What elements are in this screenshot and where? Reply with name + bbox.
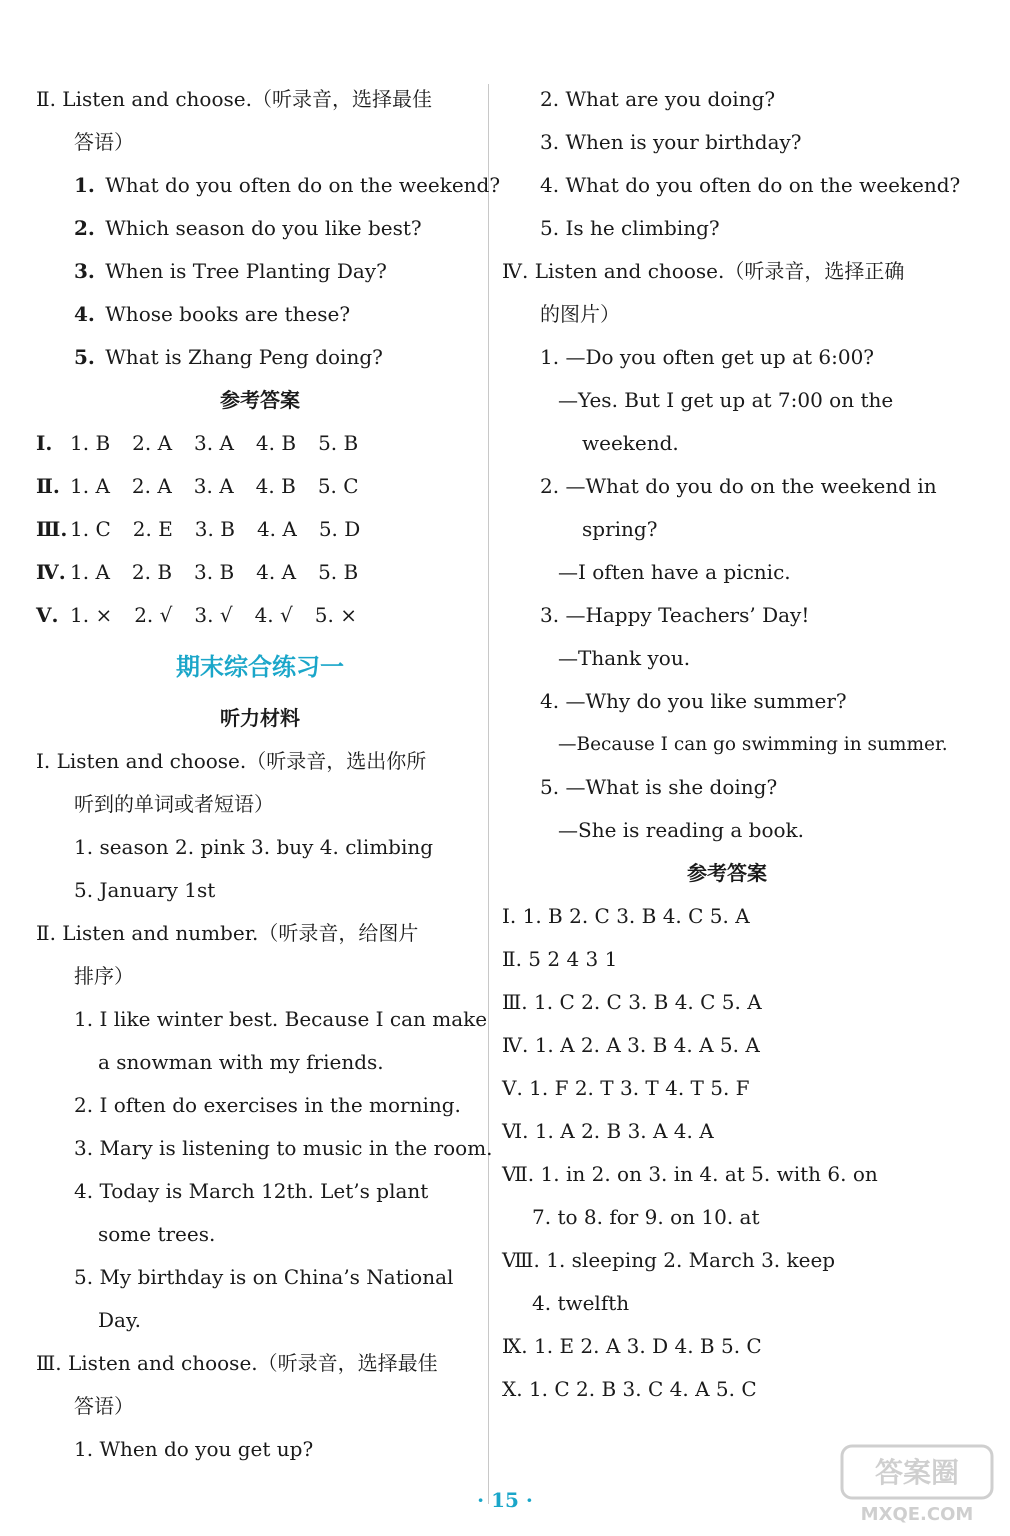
p1-words: 1. season 2. pink 3. buy 4. climbing [74,835,434,859]
answer-row: Ⅵ. 1. A 2. B 3. A 4. A [502,1119,714,1143]
answer-row: Ⅳ. 1. A 2. A 3. B 4. A 5. A [502,1033,760,1057]
r4-heading-cont: 的图片） [540,302,620,326]
list-item: 4. Whose books are these? [74,302,351,326]
answer-row: Ⅴ. 1. F 2. T 3. T 4. T 5. F [502,1076,750,1100]
listening-title: 听力材料 [220,706,300,730]
answers-title: 参考答案 [220,388,300,412]
list-item-cont: Day. [98,1308,141,1332]
p1-heading: Ⅰ. Listen and choose.（听录音，选出你所 [36,749,427,773]
list-item: 1. I like winter best. Because I can make [74,1007,488,1031]
dialog-line: 2. —What do you do on the weekend in [540,474,937,498]
answer-row: Ⅱ. 1. A 2. A 3. A 4. B 5. C [36,474,359,498]
answer-row: Ⅶ. 1. in 2. on 3. in 4. at 5. with 6. on [502,1162,878,1186]
list-item: 2. What are you doing? [540,87,776,111]
p3-heading: Ⅲ. Listen and choose.（听录音，选择最佳 [36,1351,438,1375]
dialog-response: —I often have a picnic. [558,560,791,584]
answer-row: Ⅰ. 1. B 2. C 3. B 4. C 5. A [502,904,750,928]
p3-heading-cont: 答语） [74,1394,134,1418]
p1-words-cont: 5. January 1st [74,878,216,902]
list-item: 3. When is Tree Planting Day? [74,259,387,283]
watermark-logo [838,1440,998,1530]
dialog-line: 5. —What is she doing? [540,775,778,799]
dialog-response-cont: weekend. [582,431,679,455]
section-title: 期末综合练习一 [176,653,344,681]
svg-text:MXQE.COM: MXQE.COM [860,1504,974,1525]
answer-row: Ⅷ. 1. sleeping 2. March 3. keep [502,1248,836,1272]
list-item: 4. What do you often do on the weekend? [540,173,961,197]
page-number: · 15 · [477,1488,533,1512]
p1-heading-cont: 听到的单词或者短语） [74,792,274,816]
p2-heading: Ⅱ. Listen and number.（听录音，给图片 [36,921,419,945]
list-item-cont: a snowman with my friends. [98,1050,384,1074]
dialog-response: —Yes. But I get up at 7:00 on the [558,388,894,412]
p2-heading-cont: 排序） [74,964,134,988]
dialog-response: —Because I can go swimming in summer. [558,734,948,755]
sec2-heading-cont: 答语） [74,130,134,154]
answer-row: Ⅲ. 1. C 2. E 3. B 4. A 5. D [36,517,361,541]
dialog-line: 1. —Do you often get up at 6:00? [540,345,875,369]
list-item-cont: some trees. [98,1222,216,1246]
list-item: 1. When do you get up? [74,1437,314,1461]
column-divider [488,84,489,1504]
r4-heading: Ⅳ. Listen and choose.（听录音，选择正确 [502,259,905,283]
list-item: 5. Is he climbing? [540,216,720,240]
answer-row: Ⅳ. 1. A 2. B 3. B 4. A 5. B [36,560,359,584]
answer-row-cont: 7. to 8. for 9. on 10. at [532,1205,760,1229]
list-item: 5. What is Zhang Peng doing? [74,345,383,369]
dialog-line: 4. —Why do you like summer? [540,689,847,713]
answer-row: Ⅹ. 1. C 2. B 3. C 4. A 5. C [502,1377,757,1401]
answer-row: Ⅴ. 1. × 2. √ 3. √ 4. √ 5. × [36,603,357,627]
list-item: 1. What do you often do on the weekend? [74,173,501,197]
answer-row: Ⅱ. 5 2 4 3 1 [502,947,618,971]
list-item: 3. Mary is listening to music in the room. [74,1136,493,1160]
answer-row: Ⅸ. 1. E 2. A 3. D 4. B 5. C [502,1334,762,1358]
answers-title: 参考答案 [687,861,767,885]
answer-row-cont: 4. twelfth [532,1291,630,1315]
answer-row: Ⅰ. 1. B 2. A 3. A 4. B 5. B [36,431,359,455]
sec2-heading: Ⅱ. Listen and choose.（听录音，选择最佳 [36,87,432,111]
list-item: 2. I often do exercises in the morning. [74,1093,461,1117]
answer-row: Ⅲ. 1. C 2. C 3. B 4. C 5. A [502,990,762,1014]
list-item: 2. Which season do you like best? [74,216,422,240]
dialog-response: —She is reading a book. [558,818,804,842]
list-item: 4. Today is March 12th. Let’s plant [74,1179,429,1203]
dialog-line: 3. —Happy Teachers’ Day! [540,603,810,627]
dialog-response: —Thank you. [558,646,691,670]
right-column [502,78,961,1411]
list-item: 5. My birthday is on China’s National [74,1265,454,1289]
svg-text:答案圈: 答案圈 [874,1456,960,1489]
left-column [36,78,501,1471]
dialog-line-cont: spring? [582,517,658,541]
list-item: 3. When is your birthday? [540,130,802,154]
